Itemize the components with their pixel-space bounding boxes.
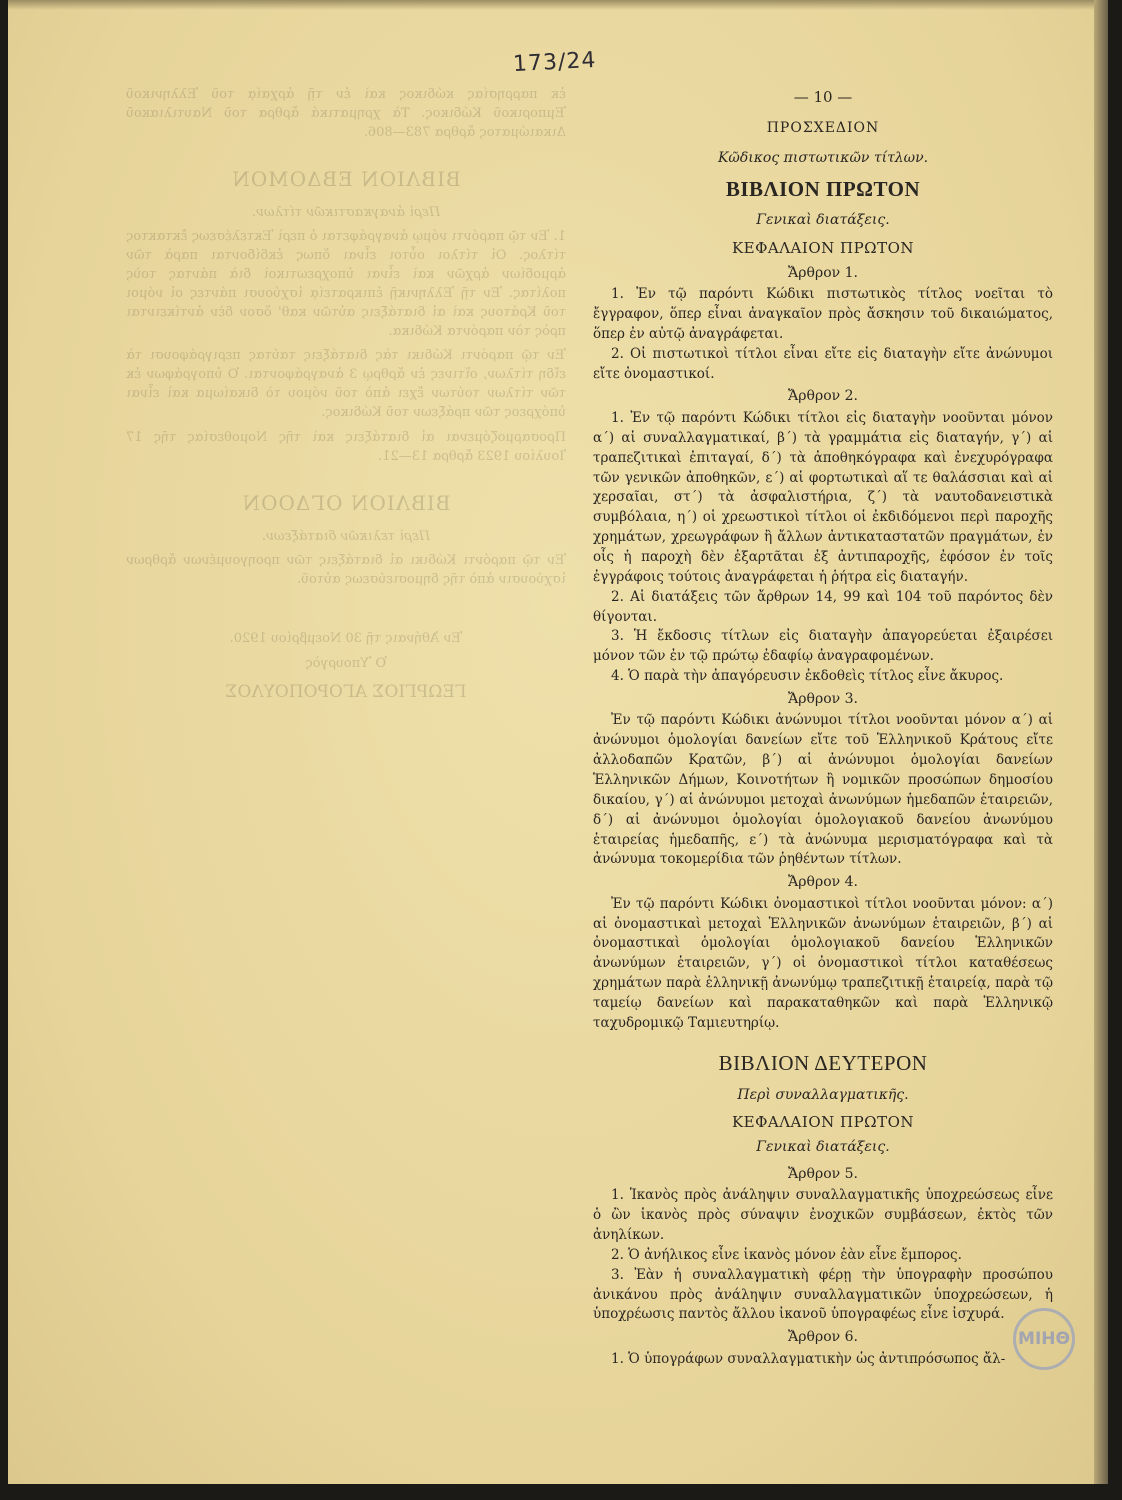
- chapter-one-heading: ΚΕΦΑΛΑΙΟΝ ΠΡΩΤΟΝ: [731, 238, 915, 257]
- bleed-subheading: Περὶ ἀναγκαστικῶν τίτλων.: [251, 204, 441, 220]
- bleed-date: Ἐν Ἀθήναις τῇ 30 Νοεμβρίου 1920.: [229, 631, 463, 647]
- page-number: — 10 —: [793, 88, 853, 106]
- article-title: Ἄρθρον 3.: [788, 690, 858, 707]
- article-title: Ἄρθρον 1.: [788, 264, 858, 281]
- book-two-general-heading: Γενικαὶ διατάξεις.: [756, 1139, 890, 1156]
- article-title: Ἄρθρον 4.: [788, 874, 858, 891]
- article-title: Ἄρθρον 2.: [788, 388, 858, 405]
- page-right-edge: [1094, 0, 1108, 1484]
- article-paragraph: 2. Αἱ διατάξεις τῶν ἄρθρων 14, 99 καὶ 104 τοῦ παρόντος δὲν θίγονται.: [593, 588, 1053, 625]
- article-paragraph: 1. Ἱκανὸς πρὸς ἀνάληψιν συναλλαγματικῆς ὑποχρεώσεως εἶνε ὁ ὢν ἱκανὸς πρὸς σύναψιν ἐνοχικῶν συμβάσεων, ἐκτὸς τῶν ἀνηλίκων.: [593, 1187, 1053, 1244]
- bleed-heading: ΒΙΒΛΙΟΝ ΕΒΔΟΜΟΝ: [231, 166, 461, 191]
- bleed-heading: ΒΙΒΛΙΟΝ ΟΓΔΟΟΝ: [241, 490, 451, 515]
- bleed-text: 1. Ἐν τῷ παρόντι νόμῳ ἀναγράφεται ὁ περὶ Ἐκτελέσεως ἔκτακτος τίτλος. Οἱ τίτλοι οὗτοι εἶναι ὅπως ἐκδίδονται παρὰ τῶν ἀρμοδίων ἀρχῶν καὶ εἶναι ὑποχρεωτικοὶ διὰ πάντας τοὺς πολίτας. Ἐν τῇ Ἑλληνικῇ ἐπικρατείᾳ ἰσχύουσι πάντες οἱ νόμοι τοῦ Κράτους καὶ αἱ διατάξεις αὐτῶν καθ' ὅσον δὲν ἀντίκεινται πρὸς τὸν παρόντα Κώδικα.: [126, 229, 566, 339]
- article-paragraph: 2. Οἱ πιστωτικοὶ τίτλοι εἶναι εἴτε εἰς διαταγὴν εἴτε ἀνώνυμοι εἴτε ὀνομαστικοί.: [593, 345, 1053, 382]
- bleed-subheading: Περὶ τελικῶν διατάξεων.: [261, 528, 431, 544]
- article-2: [593, 386, 1053, 686]
- article-paragraph: 1. Ἐν τῷ παρόντι Κώδικι πιστωτικὸς τίτλος νοεῖται τὸ ἔγγραφον, ὅπερ εἶναι ἀναγκαῖον πρὸς ἄσκησιν τοῦ δικαιώματος, ὅπερ ἐν αὐτῷ ἀναγράφεται.: [593, 286, 1053, 342]
- article-paragraph: 3. Ἐὰν ἡ συναλλαγματικὴ φέρῃ τὴν ὑπογραφὴν προσώπου ἀνικάνου πρὸς ἀνάληψιν συναλλαγματικῶν ὑποχρεώσεων, ἡ ὑποχρέωσις παντὸς ἄλλου ἱκανοῦ ὑπογραφέως εἶνε ἰσχυρά.: [593, 1266, 1053, 1323]
- book-two-chapter-heading: ΚΕΦΑΛΑΙΟΝ ΠΡΩΤΟΝ: [731, 1113, 915, 1132]
- main-text-column: [593, 86, 1053, 1370]
- bleed-sign-name: ΓΕΩΡΓΙΟΣ ΑΓΟΡΟΠΟΥΛΟΣ: [225, 681, 467, 702]
- code-title: Κῶδικος πιστωτικῶν τίτλων.: [717, 149, 929, 166]
- draft-heading: ΠΡΟΣΧΕΔΙΟΝ: [766, 120, 880, 137]
- article-paragraph: 3. Ἡ ἔκδοσις τίτλων εἰς διαταγὴν ἀπαγορεύεται ἐξαιρέσει μόνον τῶν ἐν τῷ πρώτῳ ἐδαφίῳ ἀναγραφομένων.: [593, 628, 1053, 665]
- article-6: [593, 1327, 1053, 1369]
- article-paragraph: 1. Ἐν τῷ παρόντι Κώδικι τίτλοι εἰς διαταγὴν νοοῦνται μόνον α΄) αἱ συναλλαγματικαί, β΄) τὰ γραμμάτια εἰς διαταγήν, γ΄) αἱ τραπεζιτικαὶ ἐπιταγαί, δ΄) τὰ ἀποθηκόγραφα καὶ ἐνεχυρόγραφα τῶν γενικῶν ἀποθηκῶν, ε΄) αἱ φορτωτικαὶ αἵ τε θαλάσσιαι καὶ αἱ χερσαῖαι, στ΄) τὰ ἀσφαλιστήρια, ζ΄) τὰ ναυτοδανειστικὰ συμβόλαια, η΄) οἱ χρεωστικοὶ τίτλοι οἱ ἐκδιδόμενοι περὶ παροχῆς χρημάτων, χρεωγράφων ἢ ἄλλων ἀντικαταστατῶν πραγμάτων, ἐν οἷς ἡ παροχὴ δὲν ἐξαρτᾶται ἐξ ἀντιπαροχῆς, ἐφόσον ἐν τοῖς ἐγγράφοις τούτοις ἀναγράφεται ἡ ῥήτρα εἰς διαταγήν.: [593, 410, 1053, 585]
- article-paragraph: Ἐν τῷ παρόντι Κώδικι ὀνομαστικοὶ τίτλοι νοοῦνται μόνον: α΄) αἱ ὀνομαστικαὶ μετοχαὶ Ἑλληνικῶν ἀνωνύμων ἑταιρειῶν, β΄) αἱ ὀνομαστικαὶ ὁμολογίαι ὁμολογιακοῦ δανείου Ἑλληνικῶν ἀνωνύμων ἑταιρειῶν, γ΄) οἱ ὀνομαστικοὶ τίτλοι καταθέσεως χρημάτων παρὰ ἑλληνικῇ ἀνωνύμῳ τραπεζιτικῇ ἑταιρείᾳ, παρὰ τῷ ταμείῳ δανείων καὶ παρακαταθηκῶν καὶ παρὰ Ἑλληνικῷ ταχυδρομικῷ Ταμιευτηρίῳ.: [593, 895, 1053, 1031]
- bleed-text: Προσαρμοζόμεναι αἱ διατάξεις καὶ τῆς Νομοθεσίας τῆς 17 Ἰουλίου 1923 ἄρθρα 13—21.: [126, 429, 566, 464]
- article-3: [593, 689, 1053, 870]
- article-1: [593, 263, 1053, 385]
- page-top-shadow: [8, 0, 1108, 10]
- bleed-text: Ἐν τῷ παρόντι Κώδικι τὰς διατάξεις ταύτας περιγράφουσι τὰ εἴδη τίτλων, οἵτινες ἐν ἄρθρῳ 3 ἀναγράφονται. Ὁ ὑπογράφων ἐκ τῶν τίτλων τούτων ἔχει ἀπὸ τοῦ νόμου τὸ δικαίωμα καὶ εἶναι ὑπόχρεος τῶν πράξεων τοῦ Κώδικος.: [126, 348, 566, 420]
- bleed-text: Ἐν τῷ παρόντι Κώδικι αἱ διατάξεις τῶν προηγουμένων ἄρθρων ἰσχύουσιν ἀπὸ τῆς δημοσιεύσεως αὐτοῦ.: [126, 553, 566, 588]
- article-paragraph: Ἐν τῷ παρόντι Κώδικι ἀνώνυμοι τίτλοι νοοῦνται μόνον α΄) αἱ ἀνώνυμοι ὁμολογίαι δανείων εἴτε τοῦ Ἑλληνικοῦ Κράτους εἴτε ἀλλοδαπῶν Κρατῶν, β΄) αἱ ἀνώνυμοι ὁμολογίαι δανείων Ἑλληνικῶν Δήμων, Κοινοτήτων ἢ νομικῶν προσώπων δημοσίου δικαίου, γ΄) αἱ ἀνώνυμοι μετοχαὶ ἀνωνύμων ἡμεδαπῶν ἑταιρειῶν, δ΄) αἱ ἀνώνυμοι ὁμολογίαι ὁμολογιακοῦ δανείου ἀνωνύμου ἑταιρείας ἡμεδαπῆς, ε΄) τὰ ἀνώνυμα μερισματόγραφα καὶ τὰ ἀνώνυμα τοκομερίδια τῶν ῥηθέντων τίτλων.: [593, 712, 1053, 868]
- bleed-sign-role: Ὁ Ὑπουργὸς: [305, 655, 387, 671]
- book-one-heading: ΒΙΒΛΙΟΝ ΠΡΩΤΟΝ: [725, 177, 921, 202]
- book-two-subtitle: Περὶ συναλλαγματικῆς.: [737, 1086, 909, 1103]
- article-title: Ἄρθρον 5.: [788, 1165, 858, 1182]
- article-5: [593, 1164, 1053, 1325]
- article-4: [593, 872, 1053, 1033]
- bleed-through-text: [126, 86, 566, 946]
- article-title: Ἄρθρον 6.: [788, 1329, 858, 1346]
- article-paragraph: 2. Ὁ ἀνήλικος εἶνε ἱκανὸς μόνον ἐὰν εἶνε ἔμπορος.: [611, 1246, 962, 1263]
- handwritten-archive-number: 173/24: [512, 47, 598, 78]
- document-page: [8, 0, 1108, 1484]
- library-stamp-logo: ΜΙΗΘ: [1013, 1308, 1075, 1370]
- article-paragraph: 4. Ὁ παρὰ τὴν ἀπαγόρευσιν ἐκδοθεὶς τίτλος εἶνε ἄκυρος.: [611, 668, 1004, 685]
- book-two-heading: ΒΙΒΛΙΟΝ ΔΕΥΤΕΡΟΝ: [718, 1050, 928, 1075]
- bleed-text: ἐκ παρρησίας κώδικος καὶ ἐν τῇ ἀρχαίᾳ τοῦ Ἑλληνικοῦ Ἐμπορικοῦ Κώδικος. Τὰ χρηματικά ἄρθρα τοῦ Ναυτιλιακοῦ Δικαιώματος ἄρθρα 783—806.: [126, 87, 566, 140]
- general-provisions-heading: Γενικαὶ διατάξεις.: [756, 212, 890, 229]
- article-paragraph: 1. Ὁ ὑπογράφων συναλλαγματικὴν ὡς ἀντιπρόσωπος ἄλ-: [611, 1350, 1006, 1367]
